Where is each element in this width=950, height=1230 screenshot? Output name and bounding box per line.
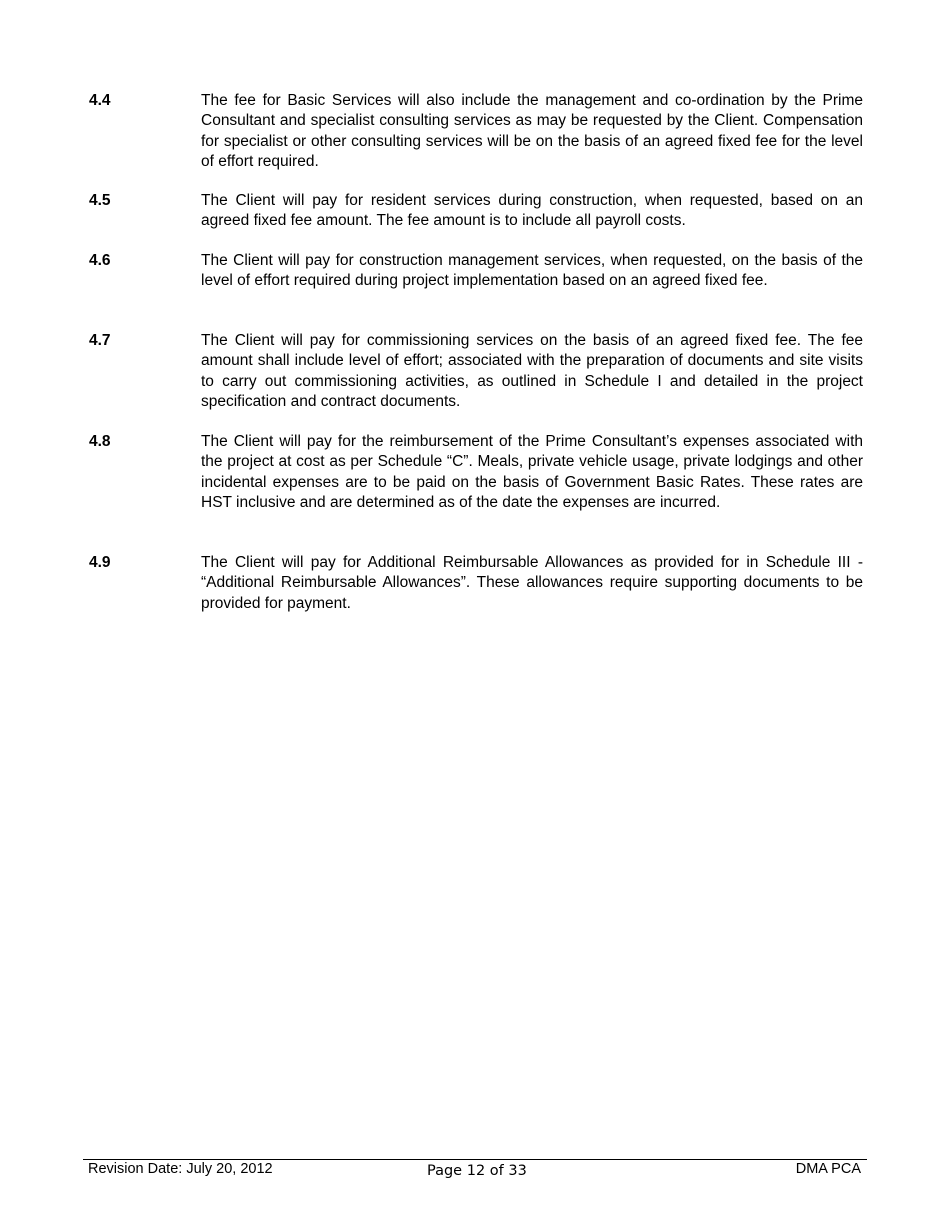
clause-number: 4.7 bbox=[89, 332, 111, 349]
clause-4-9 bbox=[89, 553, 863, 614]
clause-text: The Client will pay for Additional Reimbursable Allowances as provided for in Schedule III - “Additional Reimbursable Allowances”. These allowances require supporting documents to be provided for payment. bbox=[201, 554, 863, 612]
clause-4-5 bbox=[89, 191, 863, 232]
clause-text: The Client will pay for construction management services, when requested, on the basis of the level of effort required during project implementation based on an agreed fixed fee. bbox=[201, 252, 863, 290]
clause-text: The Client will pay for commissioning services on the basis of an agreed fixed fee. The fee amount shall include level of effort; associated with the preparation of documents and site visits to carry out commissioning activities, as outlined in Schedule I and detailed in the project specification and contract documents. bbox=[201, 332, 863, 410]
clause-number: 4.9 bbox=[89, 554, 111, 571]
clause-number: 4.8 bbox=[89, 433, 111, 450]
clause-4-6 bbox=[89, 251, 863, 292]
clause-text: The Client will pay for resident services during construction, when requested, based on an agreed fixed fee amount. The fee amount is to include all payroll costs. bbox=[201, 192, 863, 230]
clause-4-7 bbox=[89, 331, 863, 412]
clause-number: 4.6 bbox=[89, 252, 111, 269]
footer-divider bbox=[83, 1159, 867, 1160]
clause-text: The fee for Basic Services will also include the management and co-ordination by the Prime Consultant and specialist consulting services as may be requested by the Client. Compensation for specialist or other consulting services will be on the basis of an agreed fixed fee for the level of effort required. bbox=[201, 92, 863, 170]
clause-number: 4.4 bbox=[89, 92, 111, 109]
clause-text: The Client will pay for the reimbursement of the Prime Consultant’s expenses associated with the project at cost as per Schedule “C”. Meals, private vehicle usage, private lodgings and other incidental expenses are to be paid on the basis of Government Basic Rates. These rates are HST inclusive and are determined as of the date the expenses are incurred. bbox=[201, 433, 863, 511]
clause-4-4 bbox=[89, 91, 863, 172]
footer-page-number: Page 12 of 33 bbox=[427, 1163, 527, 1179]
clause-number: 4.5 bbox=[89, 192, 111, 209]
clause-4-8 bbox=[89, 432, 863, 513]
footer-document-id: DMA PCA bbox=[795, 1161, 861, 1177]
footer-revision-date: Revision Date: July 20, 2012 bbox=[88, 1161, 273, 1177]
